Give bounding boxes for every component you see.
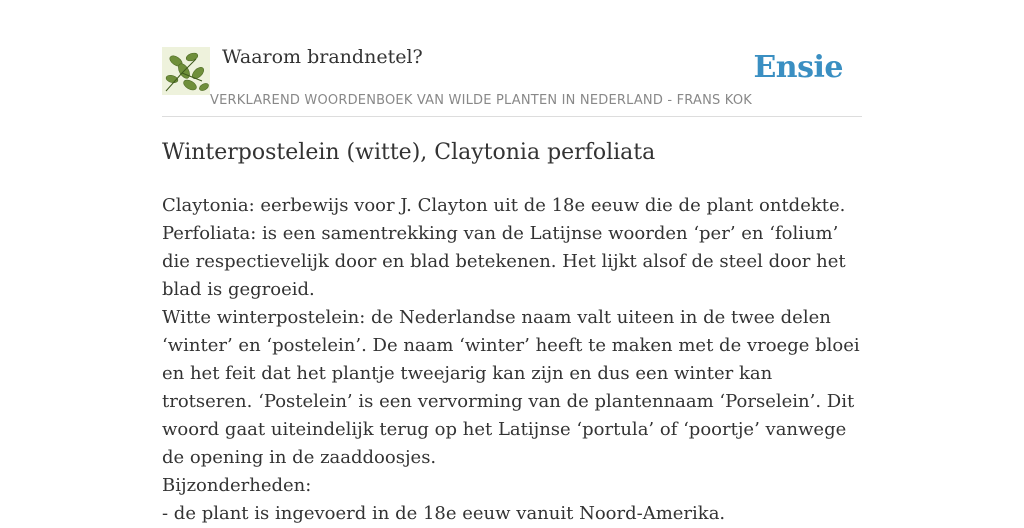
ensie-logo[interactable]: Ensie [753,50,843,85]
entry-paragraph-perfoliata: Perfoliata: is een samentrekking van de Latijnse woorden ‘per’ en ‘folium’ die respectievelijk door en blad betekenen. Het lijkt alsof de steel door het blad is gegroeid. [162,223,846,300]
site-title-link[interactable]: Waarom brandnetel? [222,46,423,68]
entry-paragraph-claytonia: Claytonia: eerbewijs voor J. Clayton uit de 18e eeuw die de plant ontdekte. [162,195,846,216]
entry-paragraph-detail: - de plant is ingevoerd in de 18e eeuw vanuit Noord-Amerika. [162,503,726,524]
entry-paragraph-witte-winterpostelein: Witte winterpostelein: de Nederlandse naam valt uiteen in de twee delen ‘winter’ en ‘postelein’. De naam ‘winter’ heeft te maken met de vroege bloei en het feit dat het plantje tweejarig kan zijn en dus een winter kan trotseren. ‘Postelein’ is een vervorming van de plantennaam ‘Porselein’. Dit woord gaat uiteindelijk terug op het Latijnse ‘portula’ of ‘poortje’ vanwege de opening in de zaaddoosjes. [162,307,860,468]
entry-body [162,192,862,528]
dictionary-subtitle[interactable]: VERKLAREND WOORDENBOEK VAN WILDE PLANTEN IN NEDERLAND - FRANS KOK [210,93,752,108]
nettle-leaves-icon[interactable] [162,47,210,95]
site-header [162,44,862,117]
entry-paragraph-bijzonderheden: Bijzonderheden: [162,475,312,496]
entry-title: Winterpostelein (witte), Claytonia perfoliata [162,140,656,165]
